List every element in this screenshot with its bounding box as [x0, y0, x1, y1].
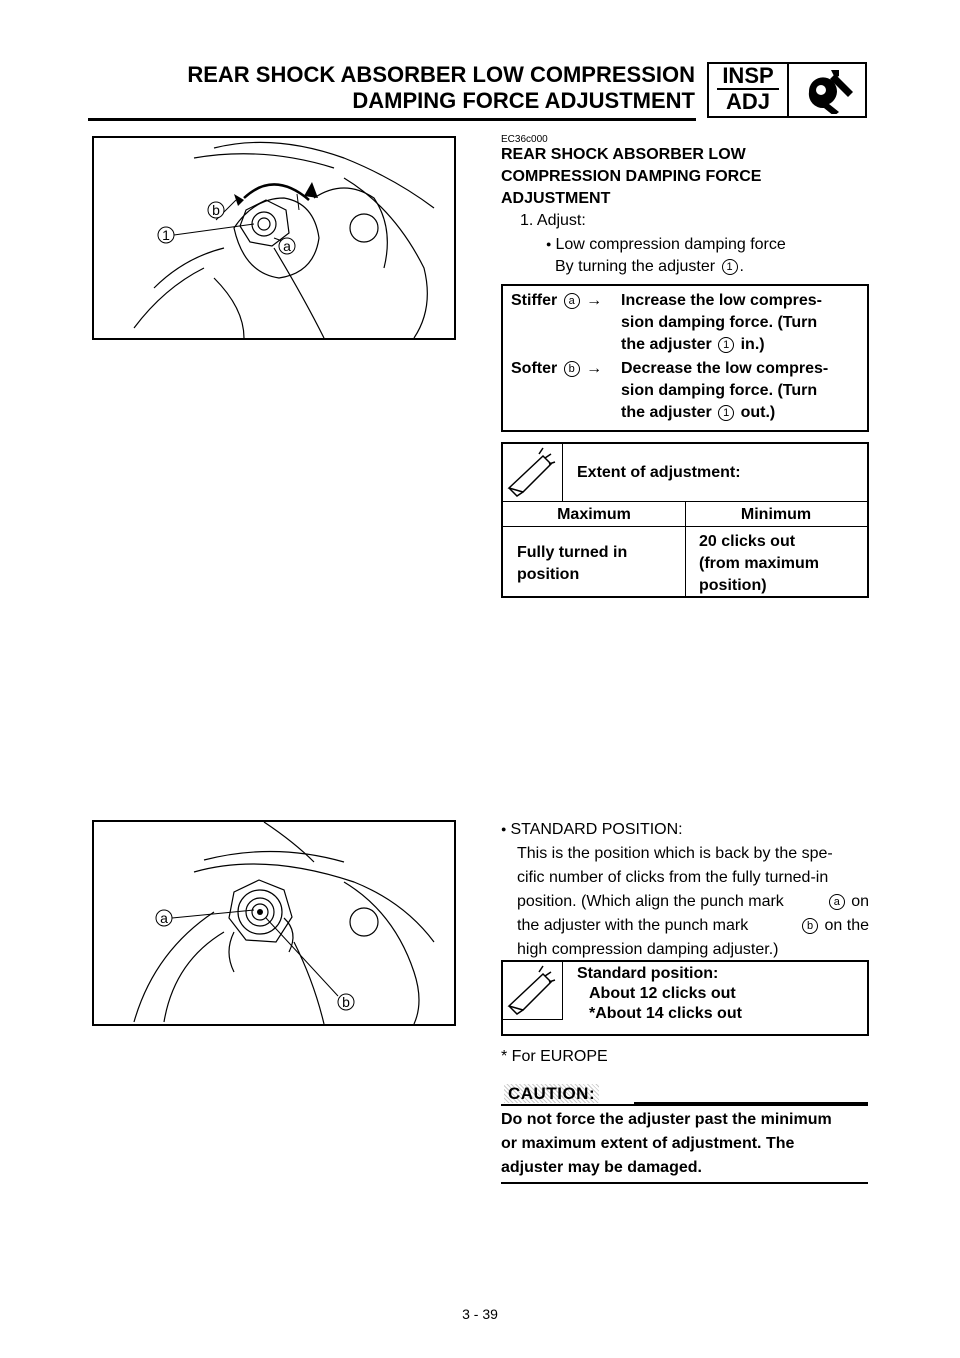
footnote: * For EUROPE — [501, 1048, 608, 1065]
standard-position-box — [501, 960, 869, 1036]
fig1-label-a: a — [283, 238, 291, 254]
min-value: 20 clicks out (from maximum position) — [699, 533, 820, 594]
page-number: 3 - 39 — [462, 1306, 498, 1322]
heading-line1: REAR SHOCK ABSORBER LOW — [501, 146, 746, 163]
standard-bullet: ● STANDARD POSITION: — [501, 818, 683, 841]
col-maximum: Maximum — [557, 506, 631, 523]
fig2-label-a: a — [160, 910, 168, 926]
header-title-line1: REAR SHOCK ABSORBER LOW COMPRESSION — [187, 62, 695, 87]
heading-line2: COMPRESSION DAMPING FORCE — [501, 168, 762, 185]
fig1-label-1: 1 — [162, 227, 170, 243]
wrench-icon — [801, 68, 859, 114]
standard-description: This is the position which is back by the spe- cific number of clicks from the fully turned-in position. (Which align the punch mark a on the adjuster with the punch mark b on the high compression damping adjuster.) — [517, 845, 869, 958]
header-rule — [88, 118, 696, 121]
header-title-line2: DAMPING FORCE ADJUSTMENT — [352, 88, 695, 113]
ref-circle-1: 1 — [722, 259, 738, 275]
fig1-label-b: b — [212, 202, 220, 218]
punch-mark-illustration — [94, 822, 454, 1024]
caliper-icon — [503, 444, 561, 500]
figure-adjuster-direction — [92, 136, 456, 340]
stiffer-label: Stiffer a → — [511, 292, 603, 309]
spec-tool-cell-2 — [503, 962, 563, 1020]
caution-rule-bottom — [501, 1182, 868, 1184]
section-heading — [501, 144, 761, 210]
section-code: EC36c000 — [501, 134, 548, 145]
extent-box — [501, 442, 869, 598]
bullet-low-compression: ● Low compression damping force — [546, 233, 786, 256]
spec-tool-cell — [503, 444, 563, 502]
badge-text — [709, 64, 789, 116]
extent-title: Extent of adjustment: — [577, 464, 741, 481]
caliper-icon — [503, 962, 561, 1018]
fig2-label-b: b — [342, 994, 350, 1010]
figure-punch-marks — [92, 820, 456, 1026]
softer-label: Softer b → — [511, 360, 603, 377]
caution-label: CAUTION: — [504, 1084, 599, 1104]
col-minimum: Minimum — [740, 506, 812, 523]
by-turning-text: By turning the adjuster 1 . — [555, 258, 744, 275]
badge-top: INSP — [722, 63, 774, 88]
stiffer-desc: Increase the low compres- sion damping force. (Turn the adjuster 1 in.) — [621, 292, 822, 353]
badge-bottom: ADJ — [725, 89, 770, 114]
standard-values: Standard position: About 12 clicks out *About 14 clicks out — [577, 965, 742, 1022]
section-badge — [707, 62, 867, 118]
heading-line3: ADJUSTMENT — [501, 190, 611, 207]
caution-text: Do not force the adjuster past the minimum or maximum extent of adjustment. The adjuster may be damaged. — [501, 1111, 832, 1176]
direction-box — [501, 284, 869, 432]
max-value: Fully turned in position — [517, 544, 628, 583]
softer-desc: Decrease the low compres- sion damping force. (Turn the adjuster 1 out.) — [621, 360, 829, 421]
adjuster-illustration — [94, 138, 454, 338]
step-adjust: 1. Adjust: — [520, 212, 586, 229]
